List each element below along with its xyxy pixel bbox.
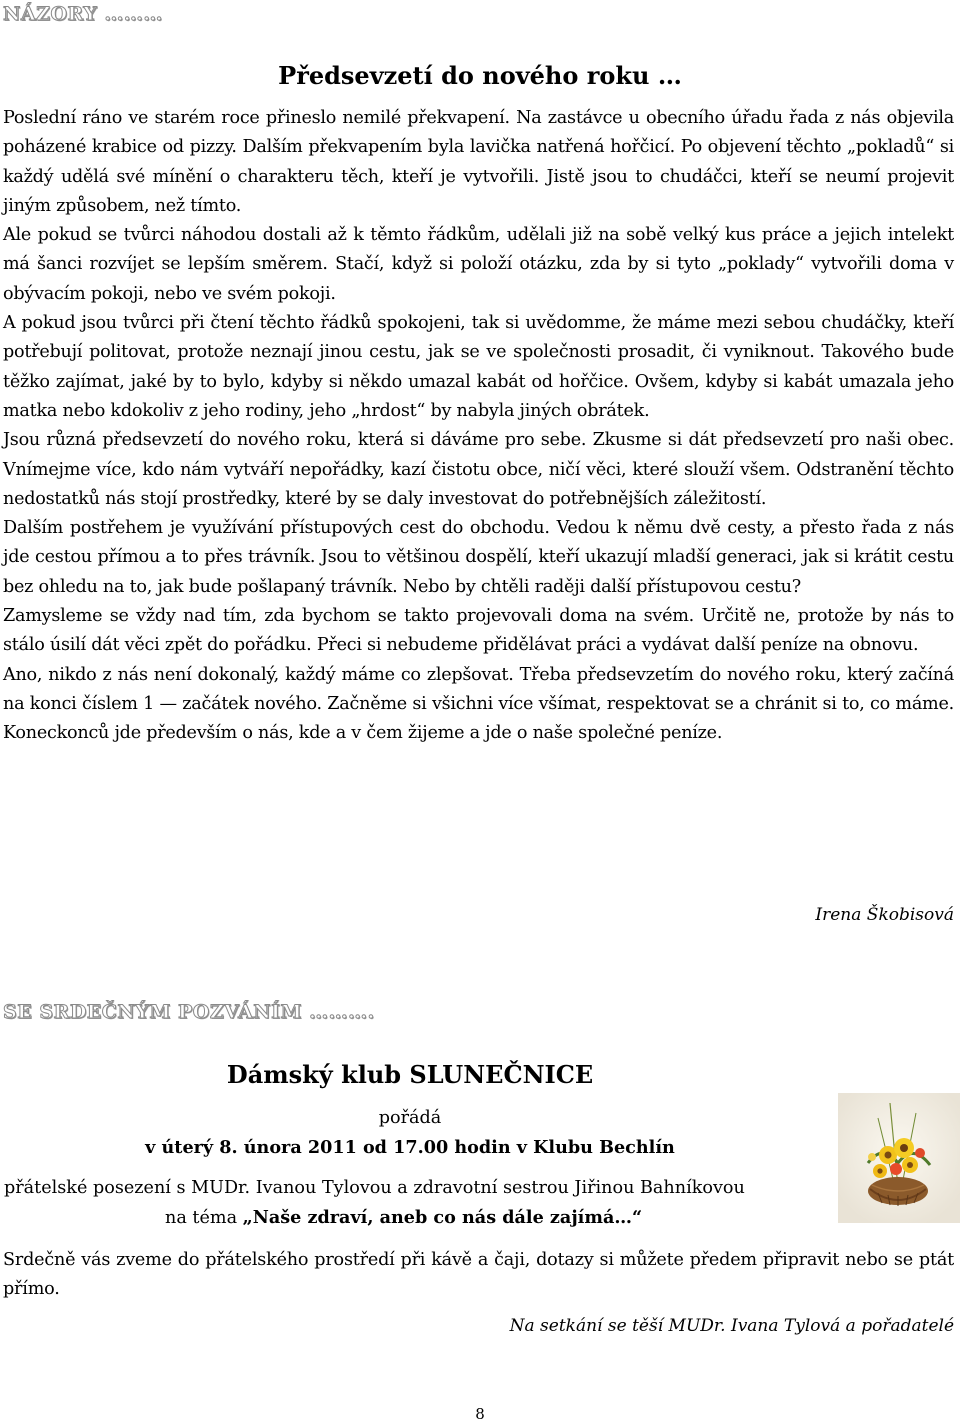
topic-title: „Naše zdraví, aneb co nás dále zajímá…“	[242, 1207, 643, 1228]
page-number: 8	[475, 1405, 485, 1423]
meeting-description: přátelské posezení s MUDr. Ivanou Tylovou a zdravotní sestrou Jiřinou Bahníkovou	[4, 1178, 745, 1198]
article-author: Irena Škobisová	[815, 905, 954, 925]
article-body	[3, 104, 954, 749]
article-paragraph: Poslední ráno ve starém roce přineslo nemilé překvapení. Na zastávce u obecního úřadu řada z nás objevila poházené krabice od pizzy. Dalším překvapením byla lavička natřená hořčicí. Po objevení těchto „pokladů“ si každý udělá své mínění o charakteru těch, kteří je vytvořili. Jistě jsou to chudáčci, kteří se neumí projevit jiným způsobem, než tímto.	[3, 108, 954, 216]
article-title: Předsevzetí do nového roku …	[278, 61, 682, 90]
article-paragraph: Jsou různá předsevzetí do nového roku, která si dáváme pro sebe. Zkusme si dát předsevzetí pro naši obec. Vnímejme více, kdo nám vytváří nepořádky, kazí čistotu obce, ničí věci, které slouží všem. Odstranění těchto nedostatků nás stojí prostředky, které by se daly investovat do potřebnějších záležitostí.	[3, 430, 954, 509]
event-date: v úterý 8. února 2011 od 17.00 hodin v Klubu Bechlín	[145, 1137, 675, 1158]
section-label-invitation: SE SRDEČNÝM POZVÁNÍM ……….	[3, 1001, 375, 1023]
club-title: Dámský klub SLUNEČNICE	[226, 1060, 594, 1089]
invitation-closing: Na setkání se těší MUDr. Ivana Tylová a pořadatelé	[509, 1316, 954, 1336]
topic-prefix: na téma	[165, 1208, 243, 1228]
article-paragraph: Ale pokud se tvůrci náhodou dostali až k těmto řádkům, udělali již na sobě velký kus práce a jejich intelekt má šanci rozvíjet se lepším směrem. Stačí, když si položí otázku, zda by si tyto „poklady“ vytvořili doma v obývacím pokoji, nebo ve svém pokoji.	[3, 225, 954, 304]
article-paragraph: Dalším postřehem je využívání přístupových cest do obchodu. Vedou k němu dvě cesty, a přesto řada z nás jde cestou přímou a to přes trávník. Jsou to většinou dospělí, kteří ukazují mladší generaci, jak si krátit cestu bez ohledu na to, jak bude pošlapaný trávník. Nebo by chtěli raději další přístupovou cestu?	[3, 518, 954, 597]
article-paragraph: Ano, nikdo z nás není dokonalý, každý máme co zlepšovat. Třeba předsevzetím do nového roku, který začíná na konci číslem 1 — začátek nového. Začněme si všichni více všímat, respektovat se a chránit si to, co máme. Koneckonců jde především o nás, kde a v čem žijeme a jde o naše společné peníze.	[3, 664, 954, 744]
topic-line	[165, 1207, 642, 1228]
section-label-nazory: NÁZORY ………	[3, 3, 163, 25]
article-paragraph: A pokud jsou tvůrci při čtení těchto řádků spokojeni, tak si uvědomme, že máme mezi sebou chudáčky, kteří potřebují politovat, protože neznají jinou cestu, jak se ve společnosti prosadit, či vyniknout. Takového bude těžko zajímat, jaké by to bylo, kdyby si někdo umazal kabát od hořčice. Ovšem, kdyby si kabát umazala jeho matka nebo kdokoliv z jeho rodiny, jeho „hrdost“ by nabyla jiných obrátek.	[3, 313, 954, 421]
invitation-body: Srdečně vás zveme do přátelského prostředí při kávě a čaji, dotazy si můžete předem připravit nebo se ptát přímo.	[3, 1250, 954, 1300]
flower-basket-illustration	[838, 1093, 960, 1223]
flower-basket-image	[838, 1093, 960, 1223]
organizes-text: pořádá	[378, 1108, 442, 1128]
article-paragraph: Zamysleme se vždy nad tím, zda bychom se takto projevovali doma na svém. Určitě ne, protože by nás to stálo úsilí dát věci zpět do pořádku. Přeci si nebudeme přidělávat práci a vydávat další peníze na obnovu.	[3, 606, 954, 656]
